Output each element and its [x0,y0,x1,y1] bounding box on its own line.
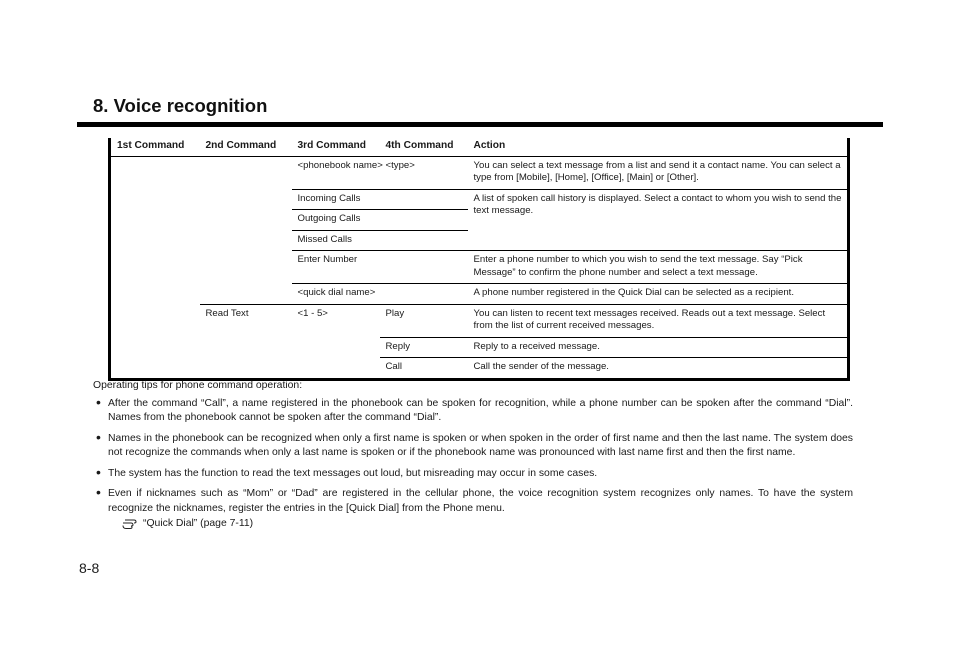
header-action: Action [468,138,849,156]
table-row [110,156,849,189]
action-cell: A list of spoken call history is displayed. Select a contact to whom you wish to send the text message. [468,189,849,251]
bullet-icon: • [96,393,101,410]
bullet-icon: • [96,428,101,445]
third-command-cell: Incoming Calls [292,189,468,210]
list-item [93,428,853,461]
third-command-cell: Missed Calls [292,230,468,251]
third-command-cell: <1 - 5> [292,304,380,379]
reference-text: “Quick Dial” (page 7-11) [143,518,254,529]
table-header-row [110,138,849,156]
list-item [93,484,853,532]
third-command-cell: Outgoing Calls [292,210,468,231]
fourth-command-cell: Call [385,361,403,372]
tips-list [93,393,853,532]
action-cell: Call the sender of the message. [473,361,609,372]
header-2nd-command: 2nd Command [200,138,292,156]
pointing-hand-icon [122,517,140,529]
header-1st-command: 1st Command [110,138,200,156]
action-cell: Enter a phone number to which you wish to send the text message. Say “Pick Message” to confirm the phone number and select a text message. [468,251,849,284]
bullet-icon: • [96,484,101,500]
action-cell: A phone number registered in the Quick Dial can be selected as a recipient. [468,284,849,305]
tip-text: Even if nicknames such as “Mom” or “Dad” are registered in the cellular phone, the voice recognition system recognizes only names. To have the system recognize the nicknames, register the entries in the [Quick Dial] from the Phone menu. [108,488,853,514]
tip-text: Names in the phonebook can be recognized when only a first name is spoken or when spoken in the order of first name and then the last name. The system does not recognize the commands when only a last name is spoken or if the phonebook name was pronounced with last name first and then the first name. [108,432,853,458]
list-item [93,463,853,482]
section-rule [77,122,883,127]
third-command-cell: <phonebook name> <type> [292,156,468,189]
second-command-cell: Read Text [200,304,292,379]
bullet-icon: • [96,463,101,480]
voice-command-table [108,138,850,381]
tip-text: After the command “Call”, a name registered in the phonebook can be spoken for recognition, while a phone number can be spoken after the command “Dial”. Names from the phonebook cannot be spoken after the command “Dial”. [108,397,853,423]
table-row [110,304,849,337]
first-command-cell [110,156,200,379]
third-command-cell: Enter Number [292,251,468,284]
fourth-command-cell: Play [380,304,468,337]
operating-tips [93,379,853,538]
section-title: 8. Voice recognition [93,95,268,116]
tips-heading: Operating tips for phone command operation: [93,380,303,391]
second-command-cell [200,156,292,304]
fourth-command-cell: Reply [380,337,468,358]
page-number: 8-8 [79,560,100,576]
tip-text: The system has the function to read the text messages out loud, but misreading may occur in some cases. [108,467,598,479]
third-command-cell: <quick dial name> [292,284,468,305]
cross-reference[interactable] [108,517,853,532]
list-item [93,393,853,426]
action-cell: Reply to a received message. [468,337,849,358]
action-cell: You can listen to recent text messages received. Reads out a text message. Select from the list of current received messages. [468,304,849,337]
header-4th-command: 4th Command [380,138,468,156]
header-3rd-command: 3rd Command [292,138,380,156]
action-cell: You can select a text message from a list and send it a contact name. You can select a type from [Mobile], [Home], [Office], [Main] or [Other]. [468,156,849,189]
